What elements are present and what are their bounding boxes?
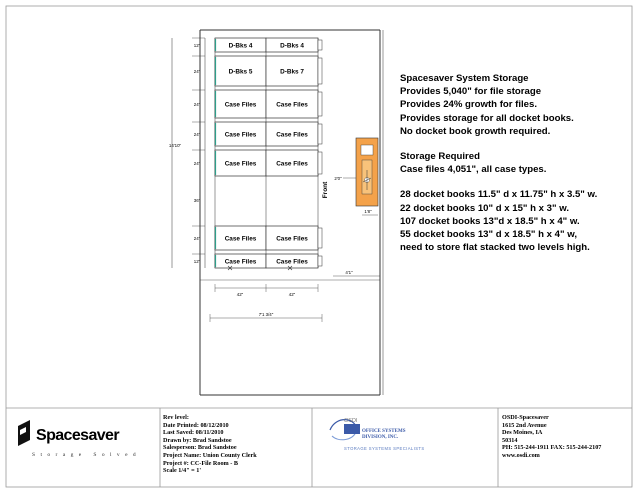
desk-depth-label: 2'0" bbox=[334, 176, 342, 181]
module-label: Case Files bbox=[276, 131, 308, 139]
left-width-label: 42" bbox=[236, 292, 244, 297]
project-info-line: Scale 1/4" = 1' bbox=[163, 467, 202, 475]
desk-workstation bbox=[356, 138, 378, 206]
note-line: 107 docket books 13"d x 18.5" h x 4" w. bbox=[400, 215, 580, 227]
note-line: Case files 4,051", all case types. bbox=[400, 164, 547, 176]
module-label: D-Bks 4 bbox=[228, 42, 253, 50]
dealer-info-line: www.osdi.com bbox=[502, 451, 540, 459]
spacesaver-tagline: Storage Solved bbox=[32, 452, 142, 458]
osdi-company-line-1: OFFICE SYSTEMS bbox=[362, 429, 406, 434]
module-label: Case Files bbox=[224, 131, 257, 139]
module-label: D-Bks 4 bbox=[280, 42, 304, 50]
module-label: Case Files bbox=[224, 235, 257, 243]
note-line: 28 docket books 11.5" d x 11.75" h x 3.5" w. bbox=[400, 189, 598, 201]
module-label: D-Bks 5 bbox=[228, 68, 253, 76]
module-label: Case Files bbox=[224, 101, 257, 109]
module-label: Case Files bbox=[276, 160, 308, 168]
dealer-info-line: 50314 bbox=[502, 436, 518, 444]
aisle-dimension-label: 36" bbox=[193, 198, 201, 203]
module-label: Case Files bbox=[276, 101, 308, 109]
row-dimensions bbox=[192, 38, 205, 264]
project-info bbox=[163, 414, 257, 475]
carriage-handle bbox=[318, 124, 322, 144]
note-line: No docket book growth required. bbox=[400, 125, 551, 137]
shelving-modules bbox=[215, 38, 322, 270]
osdi-company-line-2: DIVISION, INC. bbox=[362, 435, 399, 440]
spacesaver-logo-text: Spacesaver bbox=[36, 427, 119, 444]
note-line: 55 docket books 13" d x 18.5" h x 4" w, bbox=[400, 229, 577, 241]
spacesaver-logo-mark bbox=[18, 420, 30, 446]
row-dimension-label: 24" bbox=[193, 132, 201, 137]
note-line: 22 docket books 10" d x 15" h x 3" w. bbox=[400, 202, 569, 214]
project-info-line: Project Name: Union County Clerk bbox=[163, 451, 257, 459]
carriage-handle bbox=[318, 58, 322, 84]
note-line: Provides storage for all docket books. bbox=[400, 112, 574, 124]
dealer-info-line: 1615 2nd Avenue bbox=[502, 421, 547, 429]
project-info-line: Drawn by: Brad Sandstoe bbox=[163, 436, 232, 444]
osdi-company-name bbox=[362, 429, 422, 441]
project-info-line: Rev level: bbox=[163, 414, 189, 421]
dealer-info bbox=[502, 414, 601, 460]
note-line: Storage Required bbox=[400, 151, 480, 163]
project-info-line: Project #: CC-File Room - B bbox=[163, 459, 238, 467]
carriage-handle bbox=[318, 92, 322, 116]
right-width-label: 42" bbox=[288, 292, 296, 297]
module-label: D-Bks 7 bbox=[280, 68, 304, 76]
note-line: Spacesaver System Storage bbox=[400, 73, 529, 84]
desk-width-label: 1'8" bbox=[364, 209, 372, 214]
row-dimension-label: 24" bbox=[193, 102, 201, 107]
row-dimension-label: 12" bbox=[193, 43, 201, 48]
note-spacer bbox=[400, 138, 630, 150]
osdi-tagline: STORAGE SYSTEMS SPECIALISTS bbox=[344, 446, 425, 451]
project-info-line: Date Printed: 08/12/2010 bbox=[163, 421, 229, 429]
carriage-handle bbox=[318, 152, 322, 174]
module-label: Case Files bbox=[276, 235, 308, 243]
row-dimension-label: 12" bbox=[193, 259, 201, 264]
module-label: Case Files bbox=[224, 160, 257, 168]
row-dimension-label: 24" bbox=[193, 69, 201, 74]
project-info-line: Salesperson: Brad Sandstoe bbox=[163, 444, 237, 452]
carriage-handle bbox=[318, 256, 322, 266]
front-label: Front bbox=[322, 181, 329, 199]
dealer-info-line: Des Moines, IA bbox=[502, 429, 543, 437]
carriage-handle bbox=[318, 228, 322, 248]
note-line: Provides 5,040" for file storage bbox=[400, 86, 542, 98]
project-info-line: Last Saved: 08/11/2010 bbox=[163, 429, 224, 437]
note-line: Provides 24% growth for files. bbox=[400, 99, 538, 111]
carriage-handle bbox=[318, 40, 322, 50]
note-spacer bbox=[400, 176, 630, 188]
row-dimension-label: 24" bbox=[193, 161, 201, 166]
row-dimension-label: 24" bbox=[193, 236, 201, 241]
storage-notes bbox=[400, 72, 630, 254]
dealer-info-line: PH: 515-244-1911 FAX: 515-244-2107 bbox=[502, 444, 602, 452]
module-label: Case Files bbox=[224, 258, 257, 266]
dealer-info-line: OSDI-Spacesaver bbox=[502, 414, 549, 421]
clearance-dimension-label: 4'1" bbox=[345, 270, 353, 275]
module-label: Case Files bbox=[276, 258, 308, 266]
total-width-label: 7'1 3/4" bbox=[258, 312, 274, 317]
note-line: need to store flat stacked two levels high. bbox=[400, 242, 590, 254]
osdi-logo-name: OSDI bbox=[344, 418, 358, 424]
overall-dimension-label: 14'10" bbox=[168, 143, 182, 148]
